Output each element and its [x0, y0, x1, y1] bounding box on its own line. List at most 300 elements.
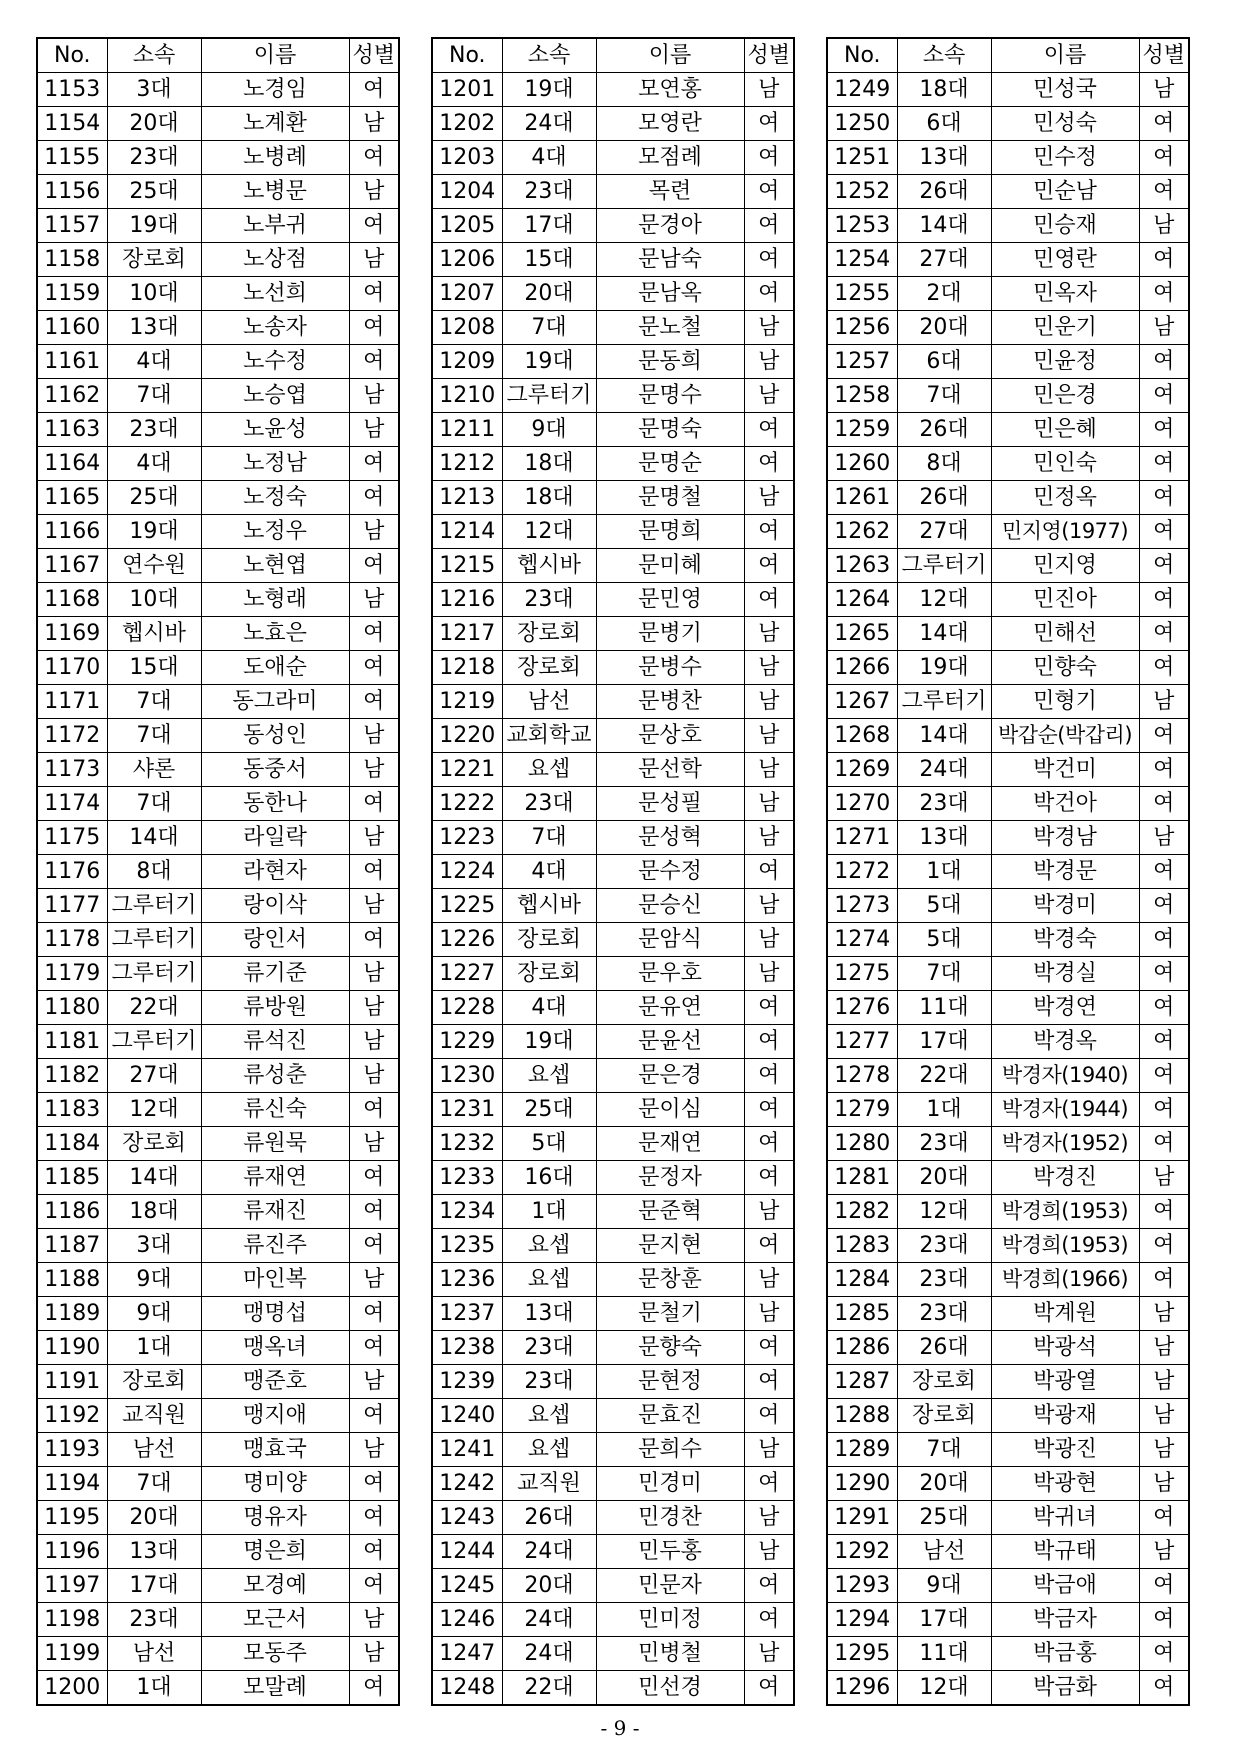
cell-name: 문향숙 — [596, 1331, 744, 1365]
cell-affiliation: 14대 — [107, 1161, 201, 1195]
table-row — [827, 1331, 1189, 1365]
cell-name: 민인숙 — [991, 447, 1139, 481]
cell-affiliation: 26대 — [897, 1331, 991, 1365]
cell-name: 박경자(1940) — [991, 1059, 1139, 1093]
cell-name: 류석진 — [201, 1025, 349, 1059]
cell-affiliation: 24대 — [502, 1535, 596, 1569]
cell-gender: 여 — [744, 107, 794, 141]
cell-name: 민해선 — [991, 617, 1139, 651]
cell-no: 1262 — [827, 515, 897, 549]
table-row — [432, 209, 794, 243]
cell-no: 1180 — [37, 991, 107, 1025]
cell-no: 1208 — [432, 311, 502, 345]
cell-affiliation: 23대 — [897, 1263, 991, 1297]
cell-no: 1234 — [432, 1195, 502, 1229]
cell-no: 1252 — [827, 175, 897, 209]
cell-name: 민옥자 — [991, 277, 1139, 311]
table-row — [37, 1671, 399, 1706]
cell-name: 박경미 — [991, 889, 1139, 923]
cell-affiliation: 10대 — [107, 583, 201, 617]
cell-affiliation: 20대 — [107, 1501, 201, 1535]
cell-gender: 여 — [1139, 923, 1189, 957]
cell-name: 박경숙 — [991, 923, 1139, 957]
table-row — [432, 1263, 794, 1297]
cell-name: 민경미 — [596, 1467, 744, 1501]
cell-name: 맹효국 — [201, 1433, 349, 1467]
header-affiliation: 소속 — [107, 38, 201, 73]
cell-affiliation: 헵시바 — [107, 617, 201, 651]
cell-gender: 여 — [349, 685, 399, 719]
table-row — [37, 1467, 399, 1501]
table-row — [432, 1433, 794, 1467]
cell-name: 동성인 — [201, 719, 349, 753]
table-row — [432, 107, 794, 141]
table-row — [37, 107, 399, 141]
cell-name: 노선희 — [201, 277, 349, 311]
cell-no: 1154 — [37, 107, 107, 141]
cell-name: 박건미 — [991, 753, 1139, 787]
cell-gender: 남 — [744, 73, 794, 107]
cell-name: 박금화 — [991, 1671, 1139, 1706]
cell-no: 1263 — [827, 549, 897, 583]
cell-name: 민지영 — [991, 549, 1139, 583]
cell-no: 1207 — [432, 277, 502, 311]
table-row — [827, 209, 1189, 243]
cell-gender: 여 — [349, 549, 399, 583]
cell-affiliation: 그루터기 — [897, 549, 991, 583]
cell-no: 1156 — [37, 175, 107, 209]
cell-gender: 남 — [744, 1195, 794, 1229]
cell-gender: 여 — [744, 413, 794, 447]
cell-no: 1296 — [827, 1671, 897, 1706]
table-row — [827, 685, 1189, 719]
cell-no: 1153 — [37, 73, 107, 107]
cell-no: 1155 — [37, 141, 107, 175]
cell-no: 1218 — [432, 651, 502, 685]
cell-name: 문성필 — [596, 787, 744, 821]
cell-affiliation: 20대 — [502, 277, 596, 311]
table-row — [37, 855, 399, 889]
cell-name: 문재연 — [596, 1127, 744, 1161]
table-row — [37, 141, 399, 175]
cell-name: 류방원 — [201, 991, 349, 1025]
table-row — [827, 1399, 1189, 1433]
cell-no: 1195 — [37, 1501, 107, 1535]
table-row — [37, 447, 399, 481]
cell-gender: 남 — [744, 753, 794, 787]
cell-gender: 남 — [349, 719, 399, 753]
table-row — [827, 1025, 1189, 1059]
cell-affiliation: 19대 — [107, 515, 201, 549]
cell-affiliation: 헵시바 — [502, 549, 596, 583]
cell-name: 모말례 — [201, 1671, 349, 1706]
cell-gender: 여 — [349, 1297, 399, 1331]
table-row — [432, 1229, 794, 1263]
cell-affiliation: 교직원 — [502, 1467, 596, 1501]
cell-gender: 여 — [744, 1671, 794, 1706]
cell-name: 문효진 — [596, 1399, 744, 1433]
cell-affiliation: 23대 — [897, 787, 991, 821]
cell-affiliation: 1대 — [502, 1195, 596, 1229]
cell-gender: 여 — [349, 855, 399, 889]
cell-affiliation: 7대 — [897, 957, 991, 991]
cell-affiliation: 7대 — [897, 379, 991, 413]
cell-gender: 여 — [1139, 1195, 1189, 1229]
cell-no: 1193 — [37, 1433, 107, 1467]
cell-no: 1238 — [432, 1331, 502, 1365]
header-name: 이름 — [201, 38, 349, 73]
table-row — [827, 1603, 1189, 1637]
cell-gender: 남 — [1139, 73, 1189, 107]
cell-affiliation: 1대 — [107, 1331, 201, 1365]
table-row — [827, 1433, 1189, 1467]
cell-gender: 남 — [1139, 1433, 1189, 1467]
cell-affiliation: 장로회 — [107, 243, 201, 277]
cell-gender: 여 — [349, 1501, 399, 1535]
cell-name: 모영란 — [596, 107, 744, 141]
cell-name: 류재연 — [201, 1161, 349, 1195]
cell-no: 1291 — [827, 1501, 897, 1535]
cell-gender: 남 — [349, 1059, 399, 1093]
header-gender: 성별 — [744, 38, 794, 73]
table-row — [827, 1161, 1189, 1195]
cell-name: 노효은 — [201, 617, 349, 651]
table-row — [37, 1093, 399, 1127]
cell-affiliation: 4대 — [107, 345, 201, 379]
cell-gender: 여 — [1139, 1059, 1189, 1093]
table-row — [37, 1127, 399, 1161]
table-row — [827, 617, 1189, 651]
table-row — [432, 481, 794, 515]
cell-no: 1264 — [827, 583, 897, 617]
cell-no: 1231 — [432, 1093, 502, 1127]
cell-gender: 여 — [744, 141, 794, 175]
cell-name: 민미정 — [596, 1603, 744, 1637]
table-row — [432, 243, 794, 277]
cell-no: 1164 — [37, 447, 107, 481]
cell-gender: 남 — [744, 481, 794, 515]
cell-no: 1261 — [827, 481, 897, 515]
cell-no: 1270 — [827, 787, 897, 821]
header-name: 이름 — [596, 38, 744, 73]
cell-affiliation: 19대 — [502, 345, 596, 379]
table-row — [37, 1399, 399, 1433]
cell-affiliation: 18대 — [107, 1195, 201, 1229]
cell-no: 1294 — [827, 1603, 897, 1637]
table-row — [827, 1297, 1189, 1331]
cell-gender: 남 — [744, 651, 794, 685]
cell-affiliation: 19대 — [897, 651, 991, 685]
cell-no: 1279 — [827, 1093, 897, 1127]
table-row — [827, 855, 1189, 889]
cell-affiliation: 23대 — [502, 583, 596, 617]
cell-gender: 남 — [744, 1263, 794, 1297]
cell-name: 동한나 — [201, 787, 349, 821]
cell-affiliation: 14대 — [897, 617, 991, 651]
table-header-row — [432, 38, 794, 73]
cell-gender: 남 — [744, 1433, 794, 1467]
cell-affiliation: 13대 — [897, 821, 991, 855]
cell-no: 1175 — [37, 821, 107, 855]
cell-gender: 여 — [1139, 1025, 1189, 1059]
cell-no: 1248 — [432, 1671, 502, 1706]
cell-name: 문희수 — [596, 1433, 744, 1467]
cell-affiliation: 그루터기 — [107, 889, 201, 923]
cell-name: 모동주 — [201, 1637, 349, 1671]
cell-name: 노수정 — [201, 345, 349, 379]
cell-affiliation: 27대 — [897, 243, 991, 277]
cell-affiliation: 1대 — [897, 1093, 991, 1127]
cell-no: 1179 — [37, 957, 107, 991]
cell-no: 1254 — [827, 243, 897, 277]
cell-name: 류진주 — [201, 1229, 349, 1263]
cell-affiliation: 요셉 — [502, 1263, 596, 1297]
table-row — [827, 515, 1189, 549]
cell-gender: 남 — [349, 379, 399, 413]
member-table-2 — [431, 37, 795, 1706]
cell-affiliation: 그루터기 — [107, 923, 201, 957]
cell-gender: 여 — [349, 447, 399, 481]
cell-name: 민윤정 — [991, 345, 1139, 379]
cell-name: 모근서 — [201, 1603, 349, 1637]
cell-gender: 남 — [1139, 1399, 1189, 1433]
table-row — [37, 73, 399, 107]
cell-no: 1244 — [432, 1535, 502, 1569]
cell-gender: 여 — [1139, 345, 1189, 379]
cell-gender: 여 — [744, 277, 794, 311]
cell-gender: 남 — [1139, 821, 1189, 855]
cell-name: 문윤선 — [596, 1025, 744, 1059]
table-row — [827, 1535, 1189, 1569]
table-row — [827, 345, 1189, 379]
cell-no: 1272 — [827, 855, 897, 889]
table-row — [37, 617, 399, 651]
cell-no: 1185 — [37, 1161, 107, 1195]
table-row — [827, 141, 1189, 175]
cell-no: 1251 — [827, 141, 897, 175]
table-row — [827, 787, 1189, 821]
cell-no: 1189 — [37, 1297, 107, 1331]
cell-name: 문병수 — [596, 651, 744, 685]
table-row — [432, 991, 794, 1025]
cell-gender: 남 — [744, 957, 794, 991]
cell-name: 민형기 — [991, 685, 1139, 719]
cell-gender: 남 — [744, 345, 794, 379]
cell-name: 류신숙 — [201, 1093, 349, 1127]
table-row — [37, 549, 399, 583]
cell-name: 모점례 — [596, 141, 744, 175]
cell-affiliation: 24대 — [502, 107, 596, 141]
cell-gender: 남 — [349, 1127, 399, 1161]
cell-no: 1214 — [432, 515, 502, 549]
cell-name: 박경희(1966) — [991, 1263, 1139, 1297]
cell-no: 1283 — [827, 1229, 897, 1263]
table-row — [827, 107, 1189, 141]
cell-gender: 여 — [349, 481, 399, 515]
cell-name: 문상호 — [596, 719, 744, 753]
cell-name: 박광열 — [991, 1365, 1139, 1399]
cell-no: 1177 — [37, 889, 107, 923]
table-row — [432, 73, 794, 107]
cell-no: 1273 — [827, 889, 897, 923]
cell-affiliation: 14대 — [107, 821, 201, 855]
cell-affiliation: 27대 — [897, 515, 991, 549]
table-row — [827, 1229, 1189, 1263]
table-row — [432, 1637, 794, 1671]
cell-affiliation: 3대 — [107, 73, 201, 107]
cell-gender: 여 — [1139, 549, 1189, 583]
cell-gender: 남 — [349, 1025, 399, 1059]
cell-no: 1190 — [37, 1331, 107, 1365]
table-row — [827, 1569, 1189, 1603]
cell-affiliation: 22대 — [502, 1671, 596, 1706]
table-row — [432, 1331, 794, 1365]
cell-name: 박금애 — [991, 1569, 1139, 1603]
table-row — [827, 1671, 1189, 1706]
cell-gender: 여 — [744, 1399, 794, 1433]
cell-gender: 남 — [744, 787, 794, 821]
cell-affiliation: 23대 — [897, 1229, 991, 1263]
cell-name: 민승재 — [991, 209, 1139, 243]
cell-no: 1276 — [827, 991, 897, 1025]
cell-name: 박갑순(박갑리) — [991, 719, 1139, 753]
cell-affiliation: 23대 — [897, 1297, 991, 1331]
cell-name: 류성춘 — [201, 1059, 349, 1093]
cell-name: 박경자(1944) — [991, 1093, 1139, 1127]
cell-gender: 남 — [1139, 1535, 1189, 1569]
cell-affiliation: 19대 — [502, 73, 596, 107]
cell-affiliation: 23대 — [107, 413, 201, 447]
cell-no: 1159 — [37, 277, 107, 311]
cell-gender: 여 — [744, 855, 794, 889]
cell-name: 박경자(1952) — [991, 1127, 1139, 1161]
cell-no: 1176 — [37, 855, 107, 889]
cell-gender: 남 — [744, 719, 794, 753]
cell-no: 1168 — [37, 583, 107, 617]
cell-affiliation: 요셉 — [502, 1433, 596, 1467]
cell-no: 1229 — [432, 1025, 502, 1059]
cell-affiliation: 20대 — [897, 1161, 991, 1195]
cell-affiliation: 17대 — [502, 209, 596, 243]
cell-name: 문경아 — [596, 209, 744, 243]
cell-gender: 남 — [1139, 1161, 1189, 1195]
cell-no: 1242 — [432, 1467, 502, 1501]
cell-no: 1213 — [432, 481, 502, 515]
cell-name: 민은경 — [991, 379, 1139, 413]
cell-gender: 여 — [1139, 787, 1189, 821]
cell-name: 박광현 — [991, 1467, 1139, 1501]
cell-name: 문지현 — [596, 1229, 744, 1263]
cell-gender: 남 — [744, 1637, 794, 1671]
table-row — [827, 1365, 1189, 1399]
cell-name: 노계환 — [201, 107, 349, 141]
cell-affiliation: 남선 — [897, 1535, 991, 1569]
cell-gender: 여 — [1139, 243, 1189, 277]
cell-affiliation: 23대 — [502, 1365, 596, 1399]
cell-name: 문남옥 — [596, 277, 744, 311]
table-row — [827, 379, 1189, 413]
cell-name: 명유자 — [201, 1501, 349, 1535]
cell-name: 랑이삭 — [201, 889, 349, 923]
table-row — [37, 1535, 399, 1569]
cell-affiliation: 24대 — [502, 1603, 596, 1637]
cell-no: 1271 — [827, 821, 897, 855]
cell-name: 랑인서 — [201, 923, 349, 957]
table-row — [432, 1569, 794, 1603]
cell-no: 1162 — [37, 379, 107, 413]
cell-affiliation: 11대 — [897, 1637, 991, 1671]
cell-no: 1181 — [37, 1025, 107, 1059]
cell-gender: 여 — [1139, 379, 1189, 413]
cell-name: 목련 — [596, 175, 744, 209]
cell-affiliation: 12대 — [897, 1671, 991, 1706]
cell-name: 모경예 — [201, 1569, 349, 1603]
cell-gender: 여 — [744, 1161, 794, 1195]
cell-affiliation: 12대 — [897, 583, 991, 617]
cell-affiliation: 13대 — [897, 141, 991, 175]
cell-name: 민수정 — [991, 141, 1139, 175]
table-row — [432, 957, 794, 991]
cell-affiliation: 7대 — [502, 821, 596, 855]
cell-affiliation: 장로회 — [897, 1399, 991, 1433]
cell-affiliation: 11대 — [897, 991, 991, 1025]
cell-name: 문병기 — [596, 617, 744, 651]
cell-gender: 남 — [349, 583, 399, 617]
table-row — [432, 787, 794, 821]
table-row — [432, 175, 794, 209]
cell-affiliation: 남선 — [107, 1433, 201, 1467]
cell-affiliation: 교직원 — [107, 1399, 201, 1433]
header-no: No. — [432, 38, 502, 73]
cell-affiliation: 25대 — [897, 1501, 991, 1535]
cell-no: 1292 — [827, 1535, 897, 1569]
cell-gender: 남 — [349, 1263, 399, 1297]
cell-no: 1239 — [432, 1365, 502, 1399]
cell-no: 1281 — [827, 1161, 897, 1195]
cell-gender: 여 — [1139, 889, 1189, 923]
table-row — [37, 1331, 399, 1365]
table-row — [827, 1093, 1189, 1127]
cell-no: 1266 — [827, 651, 897, 685]
cell-name: 문우호 — [596, 957, 744, 991]
cell-no: 1201 — [432, 73, 502, 107]
cell-gender: 남 — [349, 413, 399, 447]
cell-gender: 여 — [744, 1365, 794, 1399]
table-row — [827, 243, 1189, 277]
cell-name: 문수정 — [596, 855, 744, 889]
cell-gender: 여 — [1139, 583, 1189, 617]
header-affiliation: 소속 — [502, 38, 596, 73]
table-row — [432, 379, 794, 413]
cell-gender: 여 — [744, 1127, 794, 1161]
cell-gender: 여 — [1139, 1229, 1189, 1263]
cell-affiliation: 25대 — [107, 175, 201, 209]
cell-gender: 여 — [1139, 651, 1189, 685]
cell-gender: 여 — [1139, 1263, 1189, 1297]
cell-name: 박광진 — [991, 1433, 1139, 1467]
table-row — [827, 821, 1189, 855]
cell-gender: 여 — [1139, 855, 1189, 889]
cell-affiliation: 12대 — [107, 1093, 201, 1127]
cell-name: 박금자 — [991, 1603, 1139, 1637]
cell-gender: 여 — [349, 1535, 399, 1569]
cell-affiliation: 장로회 — [107, 1365, 201, 1399]
cell-gender: 남 — [1139, 311, 1189, 345]
table-row — [432, 1025, 794, 1059]
cell-name: 문암식 — [596, 923, 744, 957]
table-row — [432, 889, 794, 923]
table-row — [37, 957, 399, 991]
